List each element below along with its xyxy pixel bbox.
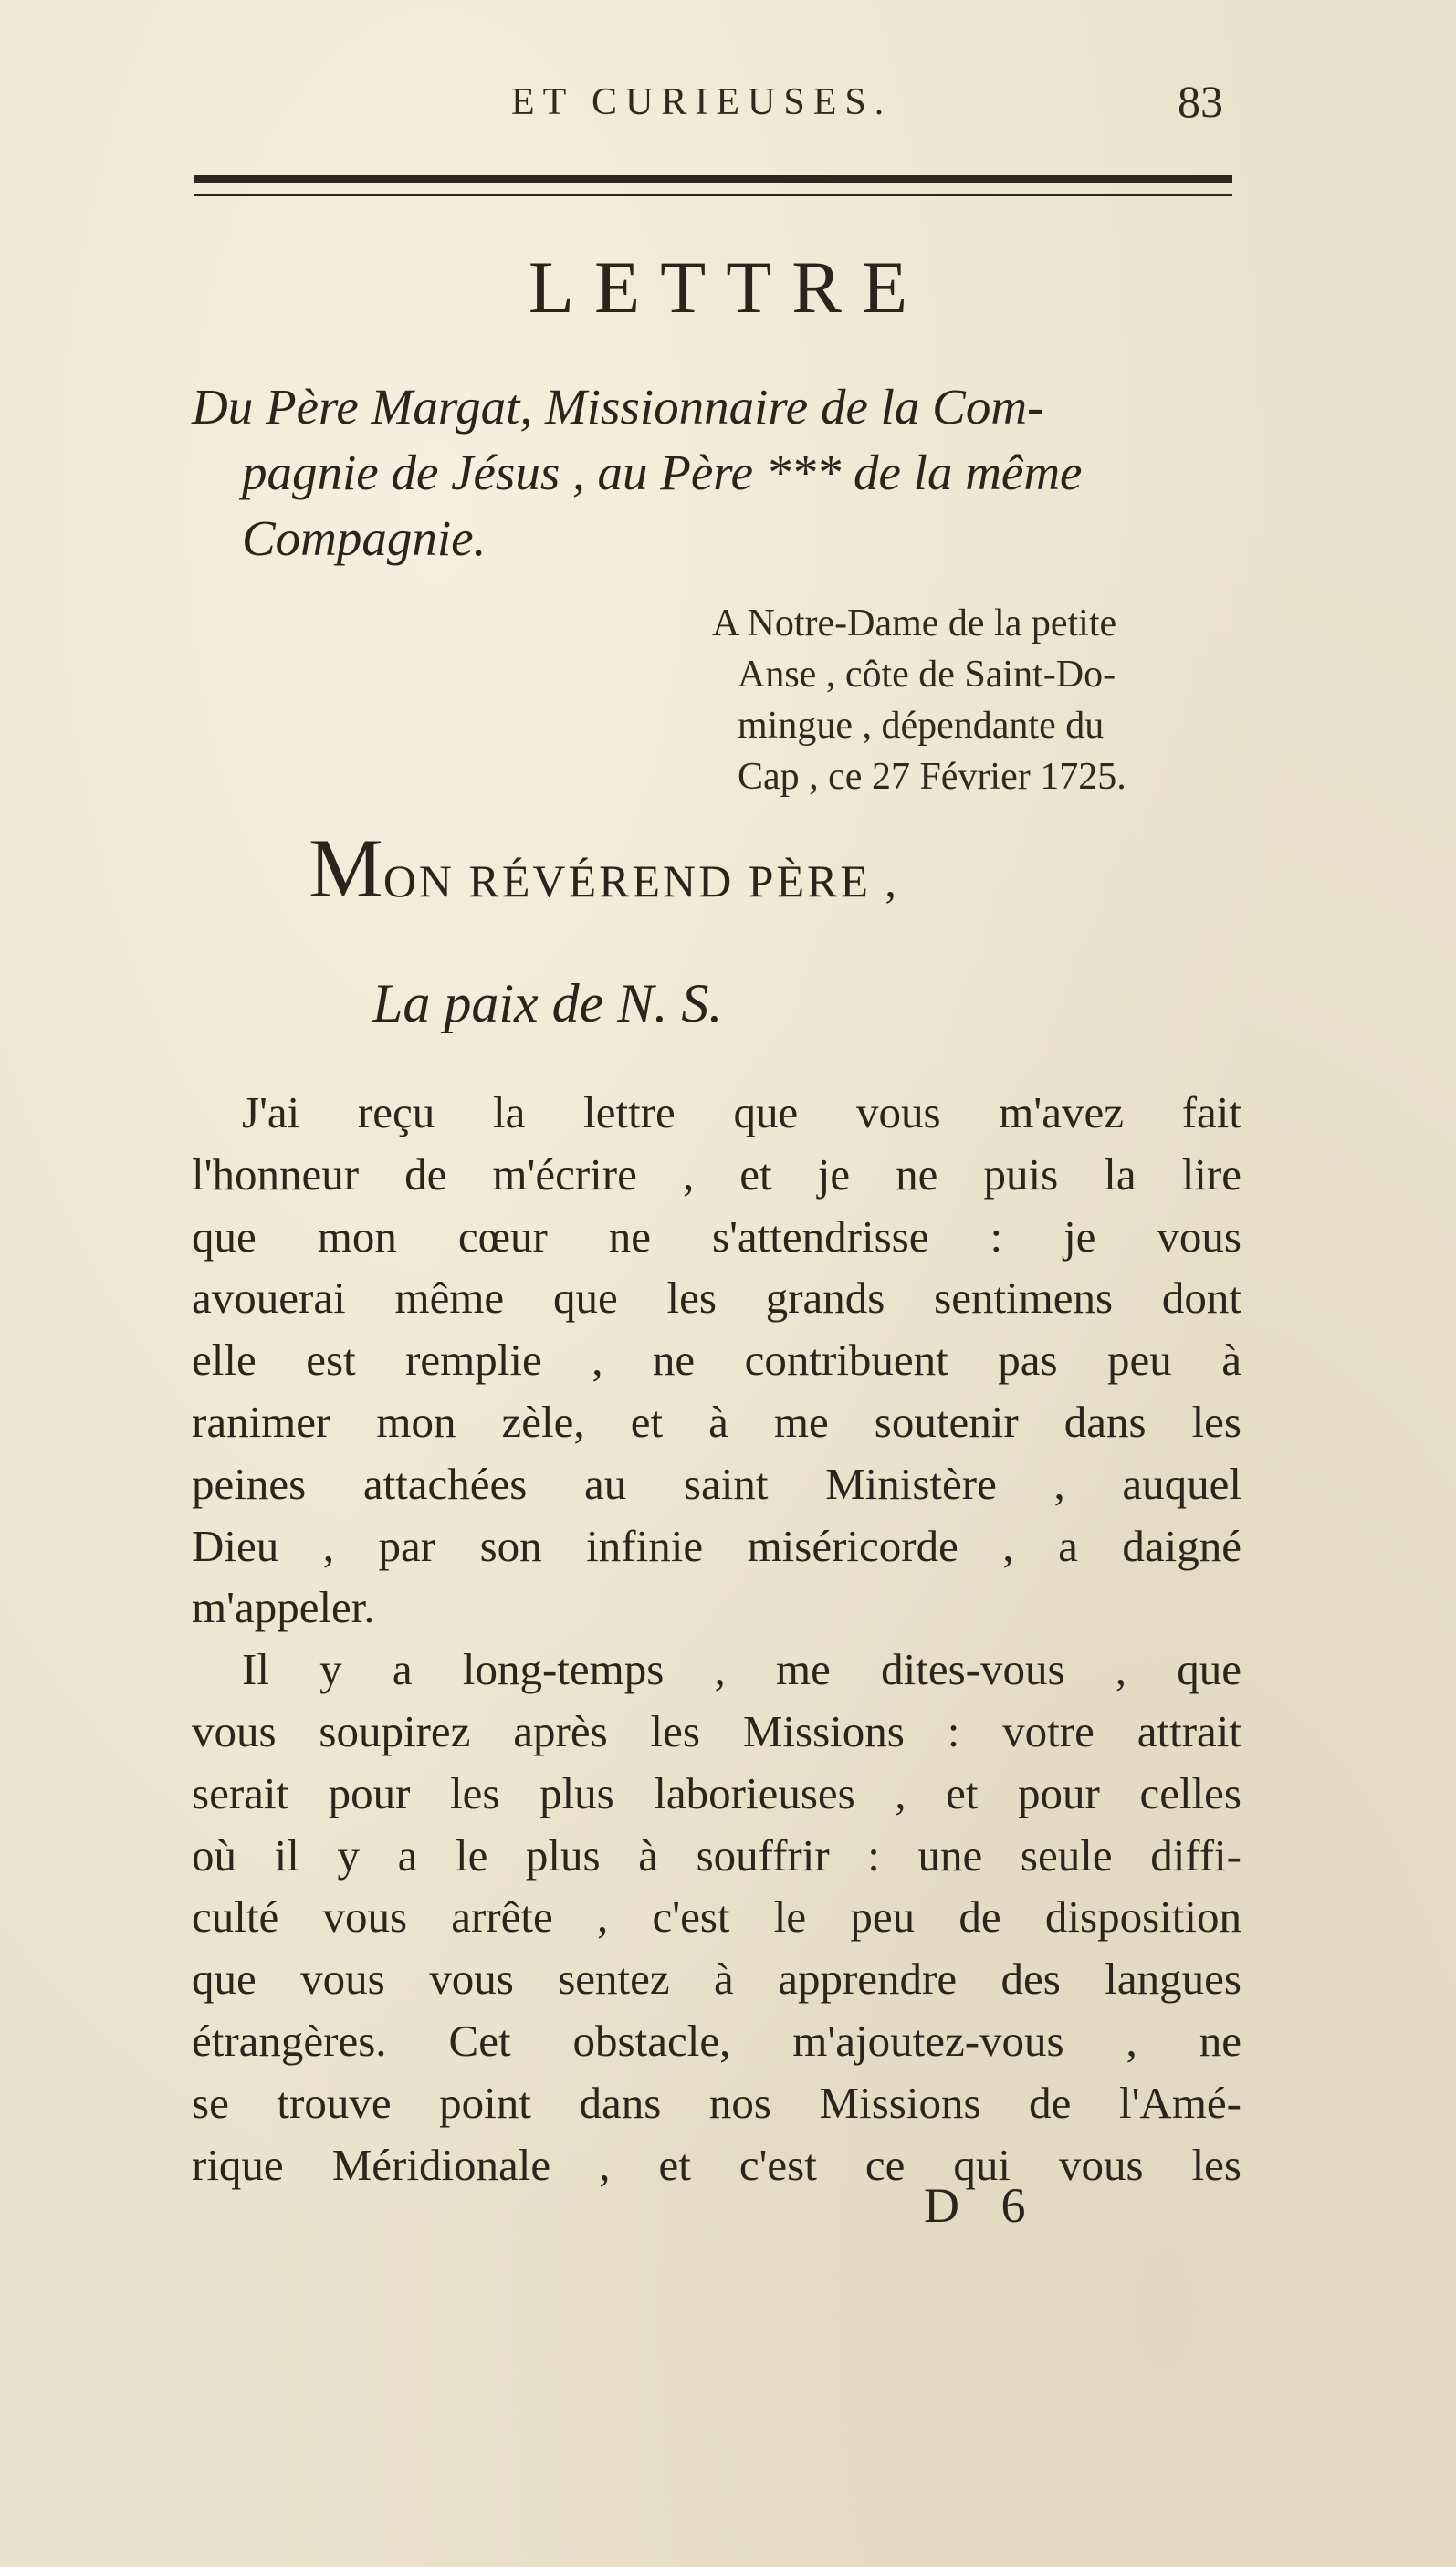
page-number: 83 [1178, 76, 1223, 127]
text-line: où il y a le plus à souffrir : une seule diffi- [192, 1829, 1241, 1881]
body-text [192, 1082, 1241, 2195]
text-line: elle est remplie , ne contribuent pas peu à [192, 1335, 1241, 1386]
text-line: se trouve point dans nos Missions de l'Amé- [192, 2077, 1241, 2128]
place-line: Cap , ce 27 Février 1725. [738, 756, 1126, 798]
header-rule-thin [194, 194, 1232, 196]
text-line: peines attachées au saint Ministère , auquel [192, 1458, 1241, 1509]
text-line: culté vous arrête , c'est le peu de disposition [192, 1891, 1241, 1943]
place-line: Anse , côte de Saint-Do- [738, 654, 1116, 696]
text-line: étrangères. Cet obstacle, m'ajoutez-vous , ne [192, 2015, 1241, 2066]
peace-greeting: La paix de N. S. [372, 973, 723, 1033]
text-line: Il y a long-temps , me dites-vous , que [242, 1644, 1241, 1695]
running-head [0, 76, 1456, 135]
place-line: mingue , dépendante du [738, 705, 1105, 747]
text-line: ranimer mon zèle, et à me soutenir dans les [192, 1396, 1241, 1447]
place-line: A Notre-Dame de la petite [712, 602, 1117, 644]
place-and-date [712, 598, 1251, 802]
text-line: m'appeler. [192, 1582, 375, 1633]
text-line: Dieu , par son infinie miséricorde , a daigné [192, 1520, 1241, 1571]
salutation-rest: ON RÉVÉREND PÈRE , [382, 855, 899, 906]
text-line: serait pour les plus laborieuses , et pour celles [192, 1767, 1241, 1818]
header-rule-thick [194, 175, 1232, 183]
subtitle-line: Compagnie. [242, 510, 487, 566]
letter-subtitle [192, 374, 1241, 571]
text-line: vous soupirez après les Missions : votre attrait [192, 1705, 1241, 1756]
text-line: l'honneur de m'écrire , et je ne puis la lire [192, 1148, 1241, 1200]
text-line: que mon cœur ne s'attendrisse : je vous [192, 1210, 1241, 1262]
running-title: ET CURIEUSES. [511, 81, 893, 123]
letter-title: LETTRE [528, 246, 928, 329]
text-line: J'ai reçu la lettre que vous m'avez fait [242, 1087, 1241, 1137]
salutation [309, 820, 899, 917]
text-line: rique Méridionale , et c'est ce qui vous les [192, 2139, 1241, 2190]
signature-mark: D 6 [924, 2178, 1041, 2233]
salutation-initial: M [309, 822, 383, 915]
subtitle-line: pagnie de Jésus , au Père *** de la même [242, 445, 1083, 500]
text-line: avouerai même que les grands sentimens dont [192, 1273, 1241, 1324]
text-line: que vous vous sentez à apprendre des langues [192, 1954, 1241, 2005]
subtitle-line: Du Père Margat, Missionnaire de la Com- [192, 379, 1044, 435]
